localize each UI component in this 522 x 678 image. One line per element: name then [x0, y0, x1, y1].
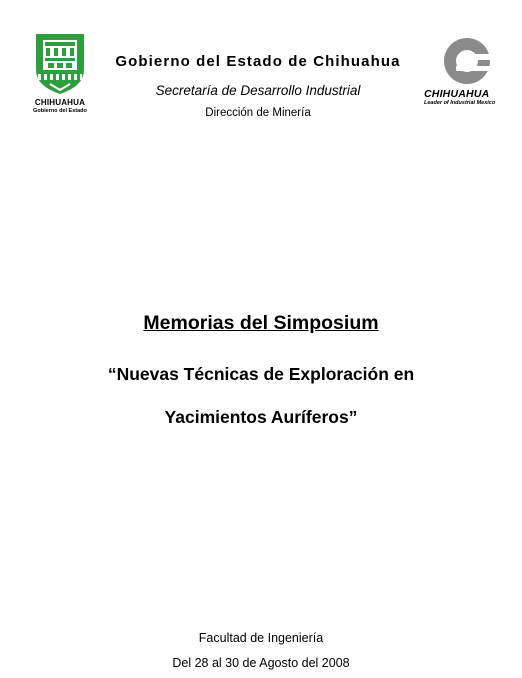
document-subtitle-line-2: Yacimientos Auríferos” — [164, 407, 358, 427]
coat-of-arms-icon — [28, 30, 92, 96]
brand-tagline: Leader of Industrial Mexico — [424, 100, 496, 106]
directorate-name: Dirección de Minería — [205, 107, 311, 119]
logo-subcaption: Gobierno del Estado — [33, 108, 87, 114]
brand-name: CHIHUAHUA — [424, 88, 490, 100]
event-dates: Del 28 al 30 de Agosto del 2008 — [172, 656, 350, 670]
chihuahua-brand-logo — [420, 36, 520, 112]
secretariat-name: Secretaría de Desarrollo Industrial — [155, 83, 361, 98]
swoosh-icon — [442, 36, 492, 86]
document-subtitle-line-1: “Nuevas Técnicas de Exploración en — [107, 364, 415, 384]
logo-caption: CHIHUAHUA — [34, 98, 86, 107]
faculty-name: Facultad de Ingeniería — [198, 631, 324, 645]
document-title: Memorias del Simposium — [143, 312, 379, 334]
state-government-logo — [28, 30, 92, 118]
document-header — [98, 52, 418, 121]
government-name: Gobierno del Estado de Chihuahua — [115, 53, 401, 70]
